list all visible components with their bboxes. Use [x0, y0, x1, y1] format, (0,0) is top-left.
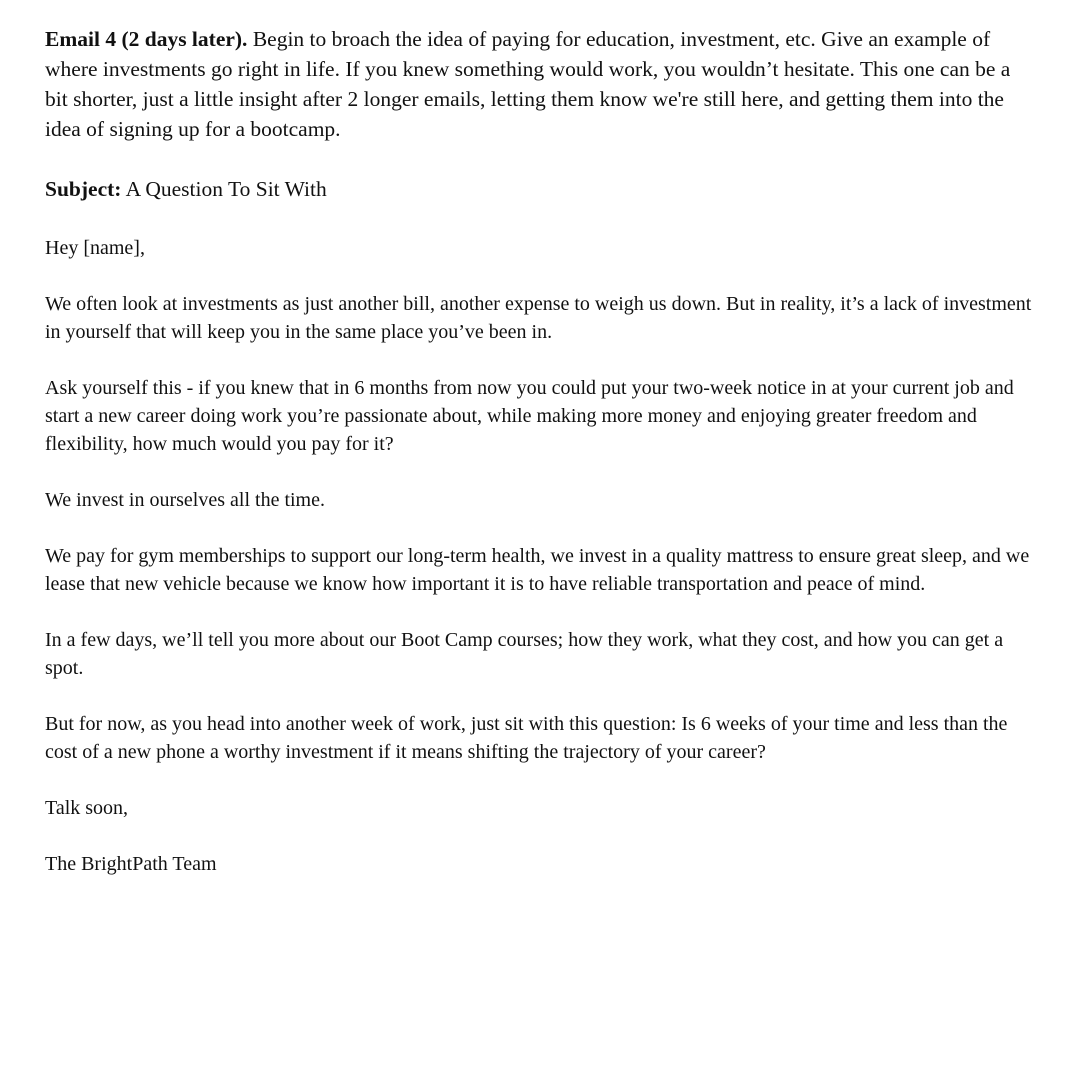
- subject-label: Subject:: [45, 177, 122, 201]
- email-paragraph: But for now, as you head into another week of work, just sit with this question: Is 6 weeks of your time and less than the cost of a new phone a worthy investment if it means shifting the trajectory of your career?: [45, 713, 1008, 763]
- subject-text: A Question To Sit With: [125, 177, 327, 201]
- email-paragraph: We often look at investments as just another bill, another expense to weigh us down. But in reality, it’s a lack of investment in yourself that will keep you in the same place you’ve been in.: [45, 293, 1032, 343]
- document: [45, 24, 1035, 878]
- email-paragraph: We invest in ourselves all the time.: [45, 489, 325, 511]
- email-signature: The BrightPath Team: [45, 853, 217, 875]
- brief-text: Begin to broach the idea of paying for education, investment, etc. Give an example of where investments go right in life. If you knew something would work, you wouldn’t hesitate. This one can be a bit shorter, just a little insight after 2 longer emails, letting them know we're still here, and getting them into the idea of signing up for a bootcamp.: [45, 27, 1011, 141]
- email-brief: [45, 24, 1035, 144]
- email-closing: Talk soon,: [45, 797, 129, 819]
- brief-label: Email 4 (2 days later).: [45, 27, 248, 51]
- email-paragraph: We pay for gym memberships to support our long-term health, we invest in a quality mattress to ensure great sleep, and we lease that new vehicle because we know how important it is to have reliable transportation and peace of mind.: [45, 545, 1030, 595]
- email-paragraph: Ask yourself this - if you knew that in 6 months from now you could put your two-week notice in at your current job and start a new career doing work you’re passionate about, while making more money and enjoying greater freedom and flexibility, how much would you pay for it?: [45, 377, 1014, 455]
- email-paragraph: In a few days, we’ll tell you more about our Boot Camp courses; how they work, what they cost, and how you can get a spot.: [45, 629, 1004, 679]
- email-greeting: Hey [name],: [45, 237, 145, 259]
- email-subject: [45, 174, 1035, 204]
